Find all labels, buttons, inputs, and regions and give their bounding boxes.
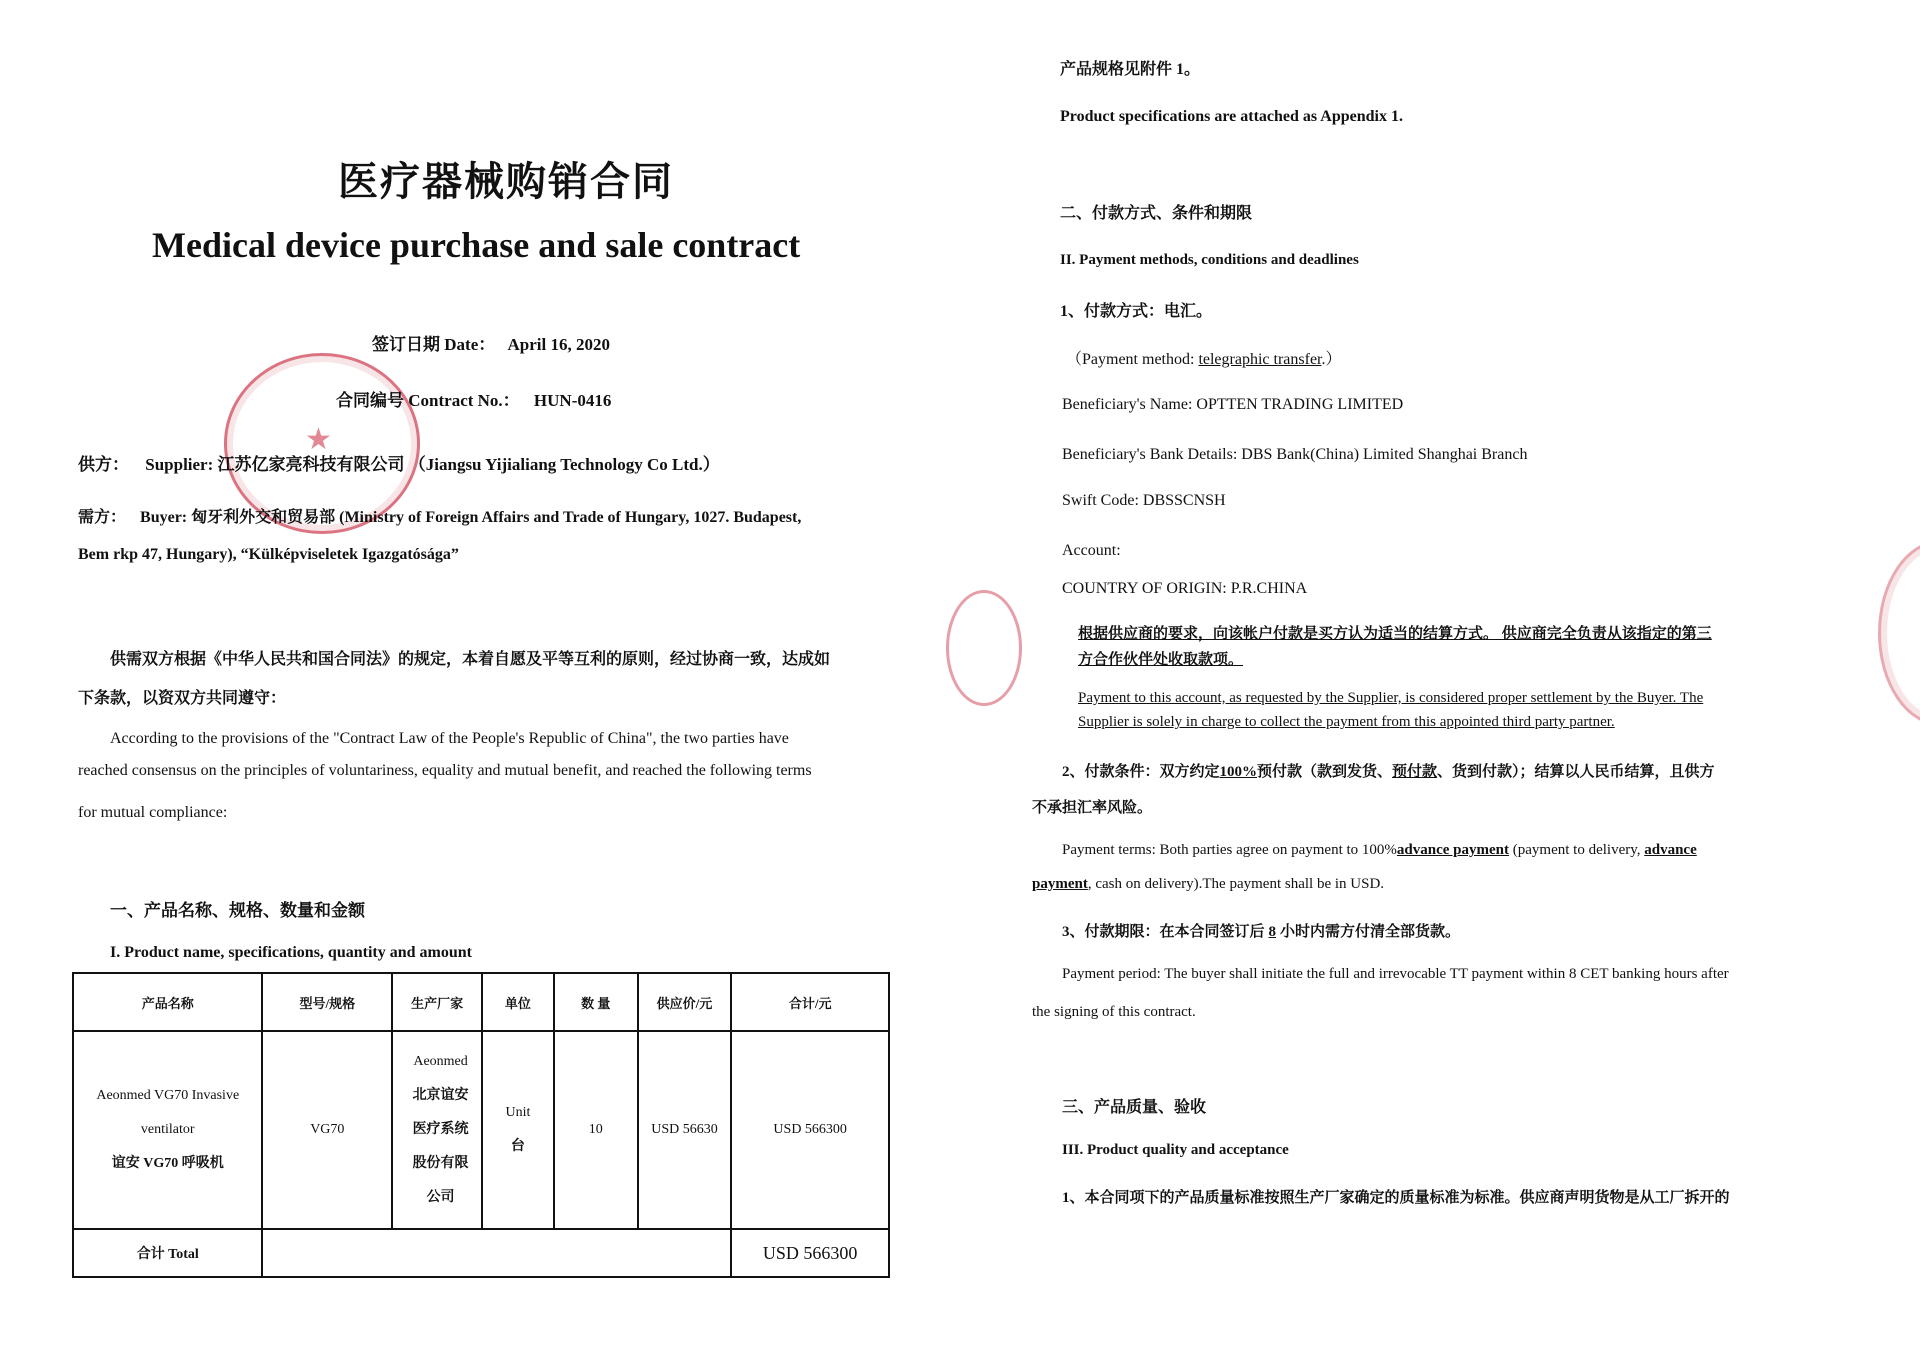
intro-cn-line-2: 下条款，以资双方共同遵守： [78,690,287,707]
col-header-unit: 单位 [482,973,554,1031]
payment-method-en [1066,346,1342,369]
account-label: Account: [1062,542,1121,559]
payment-terms-en-c: , cash on delivery).The payment shall be in USD. [1087,876,1385,892]
payment-terms-en-a: Payment terms: Both parties agree on payment to 100% [1062,842,1397,858]
payment-period-cn-hours: 8 [1268,924,1277,940]
supplier-text: Supplier: 江苏亿家亮科技有限公司 （Jiangsu Yijialiang Technology Co Ltd.） [145,455,720,474]
manufacturer-cn-3: 股份有限 [412,1156,469,1171]
settlement-note-cn-2: 方合作伙伴处收取款项。 [1078,652,1244,668]
settlement-note-cn-1: 根据供应商的要求，向该帐户付款是买方认为适当的结算方式。 供应商完全负责从该指定的第三 [1078,626,1712,642]
total-value-cell: USD 566300 [731,1229,889,1277]
section1-heading-en: I. Product name, specifications, quantity and amount [110,944,472,961]
spec-note-en: Product specifications are attached as Appendix 1. [1060,108,1403,125]
subtotal-cell: USD 566300 [731,1031,889,1229]
unit-price-cell: USD 56630 [638,1031,732,1229]
buyer-line [78,504,801,527]
payment-terms-cn-a: 2、付款条件：双方约定 [1062,764,1220,780]
product-name-en-1: Aeonmed VG70 Invasive [96,1088,240,1103]
swift-code: Swift Code: DBSSCNSH [1062,492,1226,509]
col-header-product-name: 产品名称 [73,973,262,1031]
intro-cn-line-1: 供需双方根据《中华人民共和国合同法》的规定，本着自愿及平等互利的原则，经过协商一致，达成如 [110,651,831,668]
col-header-subtotal: 合计/元 [731,973,889,1031]
payment-terms-cn-advance: 预付款 [1392,764,1438,780]
manufacturer-cn-1: 北京谊安 [412,1088,469,1103]
payment-terms-en-b: (payment to delivery, [1509,842,1645,858]
payment-period-cn [1062,920,1460,941]
section3-heading-cn: 三、产品质量、验收 [1062,1099,1207,1116]
payment-period-cn-a: 3、付款期限：在本合同签订后 [1062,924,1265,940]
payment-terms-en-payment: payment [1032,876,1088,892]
contract-number-field [336,386,611,411]
col-header-manufacturer: 生产厂家 [392,973,482,1031]
payment-terms-en-1 [1062,842,1697,859]
supplier-label: 供方： [78,455,129,474]
payment-period-en-1: Payment period: The buyer shall initiate the full and irrevocable TT payment within 8 CET banking hours after [1062,966,1729,982]
payment-terms-cn-b: 预付款（款到发货、 [1257,764,1393,780]
product-table-header [73,973,889,1031]
product-name-en-2: ventilator [140,1122,195,1137]
manufacturer-cn-4: 公司 [426,1190,455,1205]
buyer-label: 需方： [78,509,127,526]
beneficiary-name: Beneficiary's Name: OPTTEN TRADING LIMITED [1062,396,1404,413]
seal-star-icon: ★ [305,423,332,456]
beneficiary-bank: Beneficiary's Bank Details: DBS Bank(China) Limited Shanghai Branch [1062,446,1528,463]
product-name-cn: 谊安 VG70 呼吸机 [111,1156,224,1171]
payment-terms-en-advance-2: advance [1644,842,1697,858]
date-value: April 16, 2020 [507,335,610,354]
intro-en-line-3: for mutual compliance: [78,804,228,821]
partial-seal-right [1878,540,1920,726]
section1-heading-cn: 一、产品名称、规格、数量和金额 [110,901,365,920]
product-name-cell [73,1031,262,1229]
total-label-cell: 合计 Total [73,1229,262,1277]
payment-method-en-value: telegraphic transfer [1198,351,1322,368]
settlement-note-en-2: Supplier is solely in charge to collect the payment from this appointed third party partner. [1078,714,1615,730]
payment-method-cn: 1、付款方式：电汇。 [1060,303,1213,320]
intro-en-line-1: According to the provisions of the "Contract Law of the People's Republic of China", the two parties have [110,730,789,747]
col-header-unit-price: 供应价/元 [638,973,732,1031]
table-row [73,1031,889,1229]
settlement-note-en-1: Payment to this account, as requested by the Supplier, is considered proper settlement by the Buyer. The [1078,690,1704,706]
payment-terms-cn-c: 、货到付款）；结算以人民币结算，且供方 [1437,764,1715,780]
quantity-cell: 10 [554,1031,638,1229]
title-english: Medical device purchase and sale contract [152,225,801,265]
payment-method-en-suffix: .） [1321,351,1342,368]
model-cell: VG70 [262,1031,392,1229]
buyer-text: Buyer: 匈牙利外交和贸易部 (Ministry of Foreign Affairs and Trade of Hungary, 1027. Budapest, [140,509,802,526]
payment-terms-en-2 [1032,876,1384,893]
buyer-address: Bem rkp 47, Hungary), “Külképviseletek Igazgatósága” [78,546,459,563]
payment-period-cn-b: 小时内需方付清全部货款。 [1280,924,1461,940]
manufacturer-cell [392,1031,482,1229]
product-table [72,972,890,1278]
date-field [372,330,610,355]
manufacturer-cn-2: 医疗系统 [412,1122,469,1137]
payment-terms-cn-2: 不承担汇率风险。 [1032,800,1153,816]
payment-method-en-prefix: （Payment method: [1066,351,1199,368]
section2-heading-cn: 二、付款方式、条件和期限 [1060,205,1253,222]
spec-note-cn: 产品规格见附件 1。 [1060,61,1201,78]
payment-terms-cn-percent: 100% [1219,764,1258,780]
payment-period-en-2: the signing of this contract. [1032,1004,1196,1020]
contract-page-2 [990,0,1920,1370]
intro-en-line-2: reached consensus on the principles of voluntariness, equality and mutual benefit, and reached the following terms [78,762,812,779]
country-of-origin: COUNTRY OF ORIGIN: P.R.CHINA [1062,580,1308,597]
table-total-row [73,1229,889,1277]
unit-cell [482,1031,554,1229]
section2-heading-en: II. Payment methods, conditions and deadlines [1060,252,1359,268]
contract-number-value: HUN-0416 [533,391,612,410]
payment-terms-en-advance: advance payment [1396,842,1510,858]
contract-number-label: 合同编号 Contract No.： [336,391,520,410]
unit-cn: 台 [510,1139,525,1154]
section3-heading-en: III. Product quality and acceptance [1062,1142,1289,1158]
supplier-line [78,450,720,475]
date-label: 签订日期 Date： [372,335,496,354]
partial-seal-left [946,590,1022,706]
unit-en: Unit [505,1105,531,1120]
title-chinese: 医疗器械购销合同 [338,159,674,205]
manufacturer-en: Aeonmed [413,1054,468,1069]
col-header-quantity: 数 量 [554,973,638,1031]
quality-clause-cn: 1、本合同项下的产品质量标准按照生产厂家确定的质量标准为标准。供应商声明货物是从工厂拆开的 [1062,1190,1730,1206]
payment-terms-cn-1 [1062,760,1715,781]
total-empty-cell [262,1229,731,1277]
col-header-model: 型号/规格 [262,973,392,1031]
